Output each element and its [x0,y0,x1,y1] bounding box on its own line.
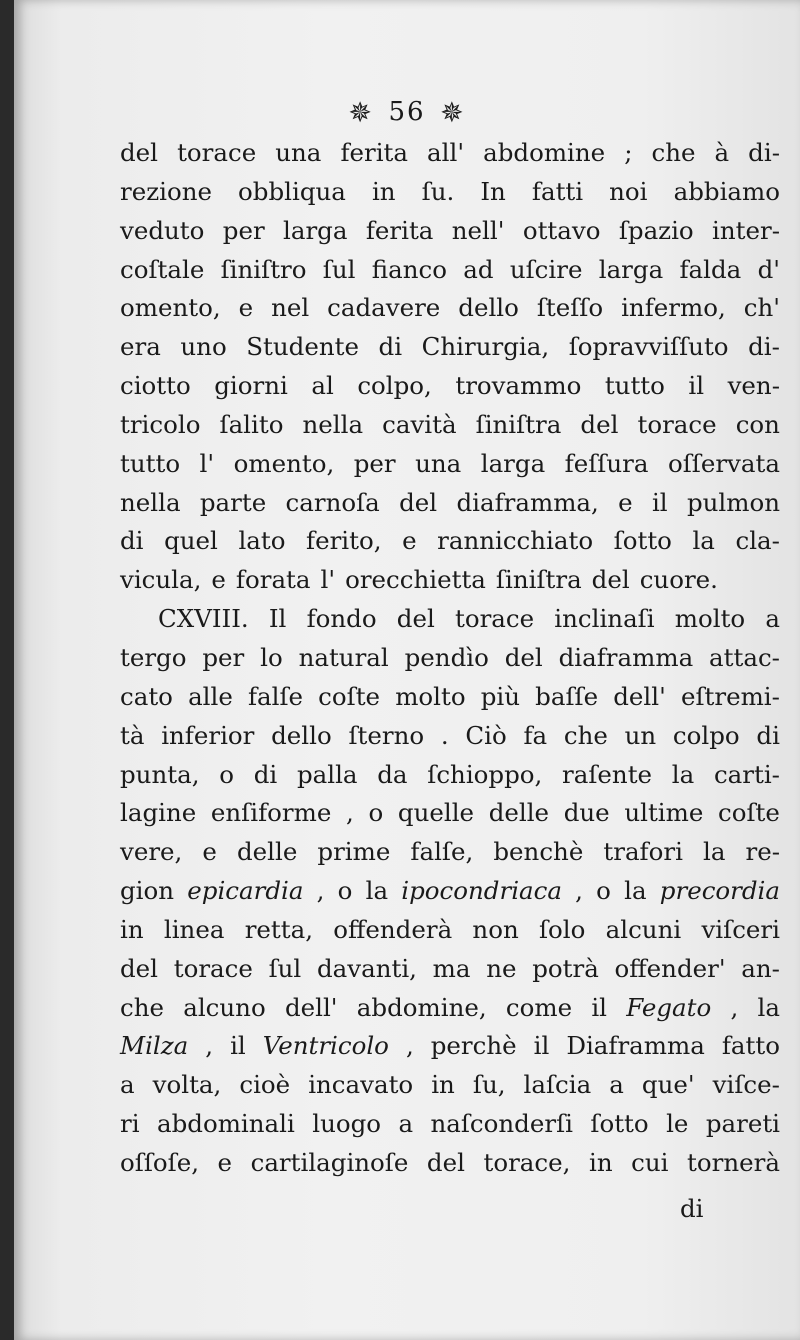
word: , [405,1031,414,1061]
word: e [402,526,417,556]
word: che [120,992,164,1022]
word: luogo [312,1109,382,1139]
word: cadavere [327,293,441,323]
word: cui [631,1147,669,1177]
word: del [504,642,543,672]
word: ciotto [120,371,191,401]
word: uno [180,332,227,362]
word: naſconderſi [430,1109,573,1139]
word: o [337,876,353,906]
word: torace, [483,1147,571,1177]
word: l' [199,448,215,478]
text-line [120,328,780,367]
word: rannicchiato [437,526,594,556]
word: cato [120,681,173,711]
text-line [120,833,780,872]
word: ſteſſo [536,293,604,323]
word: torace [173,953,253,983]
word: , [316,876,325,906]
word: del [120,138,159,167]
word: ſolo [538,914,586,944]
word: fondo [306,604,377,634]
word: In [480,176,506,206]
word: delle [488,798,550,828]
word: lo [260,642,283,672]
word: inferior [161,720,255,750]
word: la [702,837,726,867]
word: non [472,914,519,944]
word: nell' [451,215,505,245]
italic-word: Ventricolo [262,1031,389,1061]
word: nel [271,293,310,323]
word: pulmon [686,487,780,517]
word: al [311,371,334,401]
italic-word: ipocondriaca [401,876,562,906]
word: eſtremi- [680,681,780,711]
italic-word: Fegato [626,992,712,1022]
word: la [671,759,695,789]
word: torace [454,604,535,634]
word: o [596,876,611,906]
word: ſterno [348,720,425,750]
word: à [714,138,730,167]
word: in [371,176,396,206]
word: cuore. [639,565,718,595]
word: dello [458,293,519,323]
word: fatto [721,1031,780,1061]
word: , [730,992,739,1022]
word: veduto [120,215,205,245]
word: larga [480,448,546,478]
word: , [575,876,583,906]
text-line [120,251,780,290]
word: cla- [735,526,780,556]
word: delle [236,837,298,867]
text-line [120,406,780,445]
word: falſe [247,681,304,711]
word: palla [296,759,358,789]
text-line [120,911,780,950]
word: omento, [120,293,221,323]
word: di [378,332,403,362]
ornament-left: ✵ [348,96,374,129]
text-line [120,950,780,989]
text-line [120,289,780,328]
word: falſe, [410,837,474,867]
word: cartilaginoſe [250,1147,409,1177]
word: abdomine [483,138,606,167]
word: e [211,565,226,595]
text-line [120,1066,780,1105]
word: ottavo [522,215,601,245]
word: ven- [727,371,780,401]
word: a [609,1070,624,1100]
word: ſotto [590,1109,649,1139]
word: benchè [493,837,584,867]
word: ferita [340,138,409,167]
word: ne [486,953,517,983]
word: oſſoſe, [120,1147,199,1177]
word: fatti [531,176,584,206]
word: il [230,1031,246,1061]
word: coſte [318,681,381,711]
word: nella [302,409,364,439]
word: punta, [120,759,200,789]
word: natural [298,642,389,672]
word: viſceri [701,914,780,944]
word: ſalito [219,409,284,439]
text-line [120,717,780,756]
word: Diaframma [566,1031,705,1061]
word: in [431,1070,455,1100]
text-line [120,484,780,523]
word: coſte [718,798,780,828]
text-line [120,212,780,251]
text-line [120,1027,780,1066]
word: alcuno [183,992,266,1022]
word: due [563,798,610,828]
word: di- [748,332,780,362]
word: quelle [397,798,475,828]
word: cavità [382,409,457,439]
word: carnoſa [285,487,380,517]
word: del [426,1147,465,1177]
word: molto [674,604,746,634]
word: tutto [120,448,181,478]
word: pendìo [404,642,489,672]
word: diaframma [558,642,694,672]
word: l' [320,565,336,595]
word: larga [283,215,348,245]
text-line [120,1105,780,1144]
word: il [651,487,668,517]
word: CXVIII. [158,604,249,634]
word: quel [164,526,218,556]
word: la [692,526,715,556]
word: ſiniſtra [495,565,582,595]
word: inclinaſi [554,604,655,634]
word: ſpazio [618,215,694,245]
word: che [563,720,608,750]
word: dell' [284,992,338,1022]
word: vere, [120,837,183,867]
word: , [346,798,354,828]
word: la [624,876,647,906]
word: giorni [214,371,288,401]
word: cioè [239,1070,291,1100]
text-line [120,989,780,1028]
word: a [765,604,780,634]
word: feſſura [564,448,649,478]
word: e [618,487,633,517]
word: con [735,409,780,439]
word: uſcire [509,254,583,284]
word: oſſervata [667,448,780,478]
word: gion [120,876,175,906]
word: abdominali [156,1109,295,1139]
word: ri [120,1109,140,1139]
word: lagine [120,798,197,828]
word: il [688,371,705,401]
word: più [480,681,521,711]
word: parte [199,487,267,517]
word: potrà [532,953,599,983]
word: torace [177,138,257,167]
word: coſtale [120,254,205,284]
word: di [253,759,278,789]
word: o [219,759,234,789]
word: ſotto [613,526,672,556]
word: , [205,1031,214,1061]
word: re- [745,837,780,867]
word: una [275,138,322,167]
text-line [120,678,780,717]
word: le [666,1109,689,1139]
text-line [120,639,780,678]
word: Ciò [465,720,507,750]
word: all' [427,138,465,167]
word: perchè [430,1031,517,1061]
word: molto [395,681,466,711]
word: del [591,565,630,595]
word: del [120,953,159,983]
word: offender' [614,953,726,983]
word: ; [624,138,633,167]
word: in [588,1147,613,1177]
word: nella [120,487,181,517]
text-line [120,561,780,600]
word: tergo [120,642,187,672]
word: rezione [120,176,212,206]
word: ſu, [472,1070,506,1100]
word: per [353,448,396,478]
word: era [120,332,161,362]
text-line [120,756,780,795]
word: forata [235,565,311,595]
word: laſcia [523,1070,592,1100]
word: per [222,215,265,245]
word: e [217,1147,233,1177]
word: una [415,448,462,478]
word: ſul [268,953,302,983]
word: che [651,138,696,167]
word: ſu. [421,176,455,206]
text-line [120,522,780,561]
word: volta, [152,1070,222,1100]
word: an- [741,953,780,983]
word: diaframma, [456,487,599,517]
word: ſchioppo, [427,759,543,789]
word: ultime [624,798,704,828]
word: colpo, [357,371,432,401]
word: tornerà [687,1147,780,1177]
text-line [120,367,780,406]
word: orecchietta [345,565,486,595]
text-line [120,445,780,484]
word: retta, [244,914,313,944]
word: e [238,293,254,323]
book-page [14,0,800,1340]
word: torace [637,409,717,439]
word: ſul [322,254,356,284]
word: baſſe [535,681,599,711]
word: ad [463,254,494,284]
word: ſiniſtra [475,409,562,439]
word: obbliqua [238,176,346,206]
word: colpo [672,720,740,750]
word: inter- [712,215,780,245]
word: tà [120,720,145,750]
word: ferito, [306,526,382,556]
word: alcuni [605,914,682,944]
word: abbiamo [673,176,780,206]
word: ſiniſtro [220,254,307,284]
word: abdomine, [356,992,487,1022]
ornament-right: ✵ [440,96,466,129]
text-line [120,600,780,639]
word: tricolo [120,409,201,439]
catchword: di [680,1194,704,1223]
text-line [120,794,780,833]
word: la [365,876,389,906]
word: a [120,1070,135,1100]
word: trafori [603,837,683,867]
word: un [624,720,657,750]
word: la [757,992,780,1022]
word: fianco [371,254,447,284]
word: trovammo [455,371,582,401]
word: . [440,720,449,750]
word: dell' [613,681,666,711]
word: enſiforme [210,798,332,828]
italic-word: epicardia [187,876,304,906]
word: prime [317,837,391,867]
word: raſente [562,759,653,789]
word: offenderà [333,914,453,944]
word: infermo, [621,293,726,323]
italic-word: Milza [120,1031,189,1061]
word: davanti, [316,953,417,983]
word: viſce- [712,1070,780,1100]
text-line [120,872,780,911]
word: e [202,837,217,867]
word: falda [679,254,742,284]
word: a [398,1109,414,1139]
word: vicula, [120,565,202,595]
word: il [533,1031,550,1061]
word: Il [268,604,287,634]
word: omento, [233,448,335,478]
word: per [202,642,245,672]
italic-word: precordia [659,876,780,906]
page-header [14,96,800,129]
word: come [505,992,573,1022]
word: ma [432,953,471,983]
word: del [399,487,438,517]
word: del [580,409,619,439]
word: ferita [365,215,434,245]
page-number: 56 [388,97,426,127]
word: linea [163,914,225,944]
word: in [120,914,144,944]
word: di [756,720,780,750]
word: alle [188,681,233,711]
word: que' [641,1070,695,1100]
text-line [120,134,780,173]
word: pareti [705,1109,780,1139]
word: o [368,798,384,828]
word: di- [748,138,780,167]
word: noi [609,176,648,206]
body-text [120,134,780,1183]
word: ch' [743,293,780,323]
text-line [120,1144,780,1183]
word: ſopravviſſuto [568,332,729,362]
text-line [120,173,780,212]
word: incavato [308,1070,414,1100]
word: carti- [713,759,780,789]
word: Studente [246,332,359,362]
word: del [396,604,435,634]
word: dello [271,720,332,750]
word: tutto [604,371,665,401]
word: d' [757,254,780,284]
word: da [377,759,408,789]
word: il [591,992,607,1022]
word: lato [238,526,286,556]
word: fa [523,720,548,750]
word: di [120,526,144,556]
word: larga [598,254,664,284]
word: Chirurgia, [421,332,550,362]
word: attac- [709,642,780,672]
